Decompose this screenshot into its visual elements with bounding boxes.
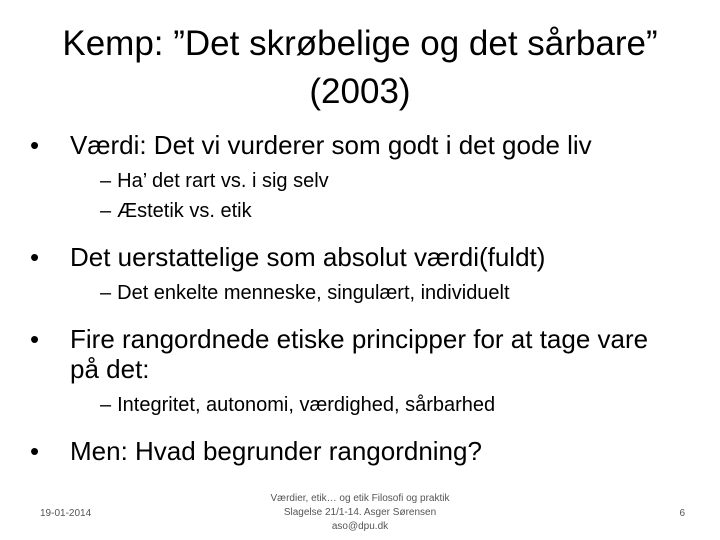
sub-bullet-marker: – (100, 394, 112, 416)
sub-bullet-item (30, 196, 690, 226)
bullet-marker: • (30, 436, 40, 466)
sub-bullet-text: Ha’ det rart vs. i sig selv (117, 170, 329, 192)
footer-info-line-1: Værdier, etik… og etik Filosofi og praktik (270, 493, 450, 504)
footer-info (240, 492, 480, 534)
bullet-item (30, 436, 690, 466)
bullet-text: Men: Hvad begrunder rangordning? (70, 436, 482, 466)
slide-body (30, 130, 690, 466)
sub-bullet-item (30, 390, 690, 420)
slide-title (40, 20, 680, 116)
bullet-marker: • (30, 242, 40, 272)
footer-info-line-3: aso@dpu.dk (331, 521, 389, 532)
sub-bullet-item (30, 166, 690, 196)
bullet-item (30, 324, 680, 384)
bullet-marker: • (30, 324, 40, 354)
bullet-text: Fire rangordnede etiske principper for at tage vare på det: (70, 324, 649, 384)
bullet-marker: • (30, 130, 40, 160)
footer-date: 19-01-2014 (40, 508, 92, 519)
sub-bullet-text: Integritet, autonomi, værdighed, sårbarhed (117, 394, 496, 416)
title-line-1: Kemp: ”Det skrøbelige og det sårbare” (62, 24, 658, 63)
page-number: 6 (679, 508, 685, 519)
sub-bullet-marker: – (100, 282, 112, 304)
bullet-text: Værdi: Det vi vurderer som godt i det gode liv (70, 130, 592, 160)
bullet-item (30, 242, 690, 272)
sub-bullet-text: Det enkelte menneske, singulært, individuelt (117, 282, 510, 304)
sub-bullet-item (30, 278, 690, 308)
bullet-text: Det uerstattelige som absolut værdi(fuldt) (70, 242, 546, 272)
footer-info-line-2: Slagelse 21/1-14. Asger Sørensen (283, 507, 437, 518)
bullet-item (30, 130, 690, 160)
sub-bullet-marker: – (100, 170, 112, 192)
sub-bullet-text: Æstetik vs. etik (117, 200, 252, 222)
title-line-2: (2003) (309, 72, 411, 111)
sub-bullet-marker: – (100, 200, 112, 222)
